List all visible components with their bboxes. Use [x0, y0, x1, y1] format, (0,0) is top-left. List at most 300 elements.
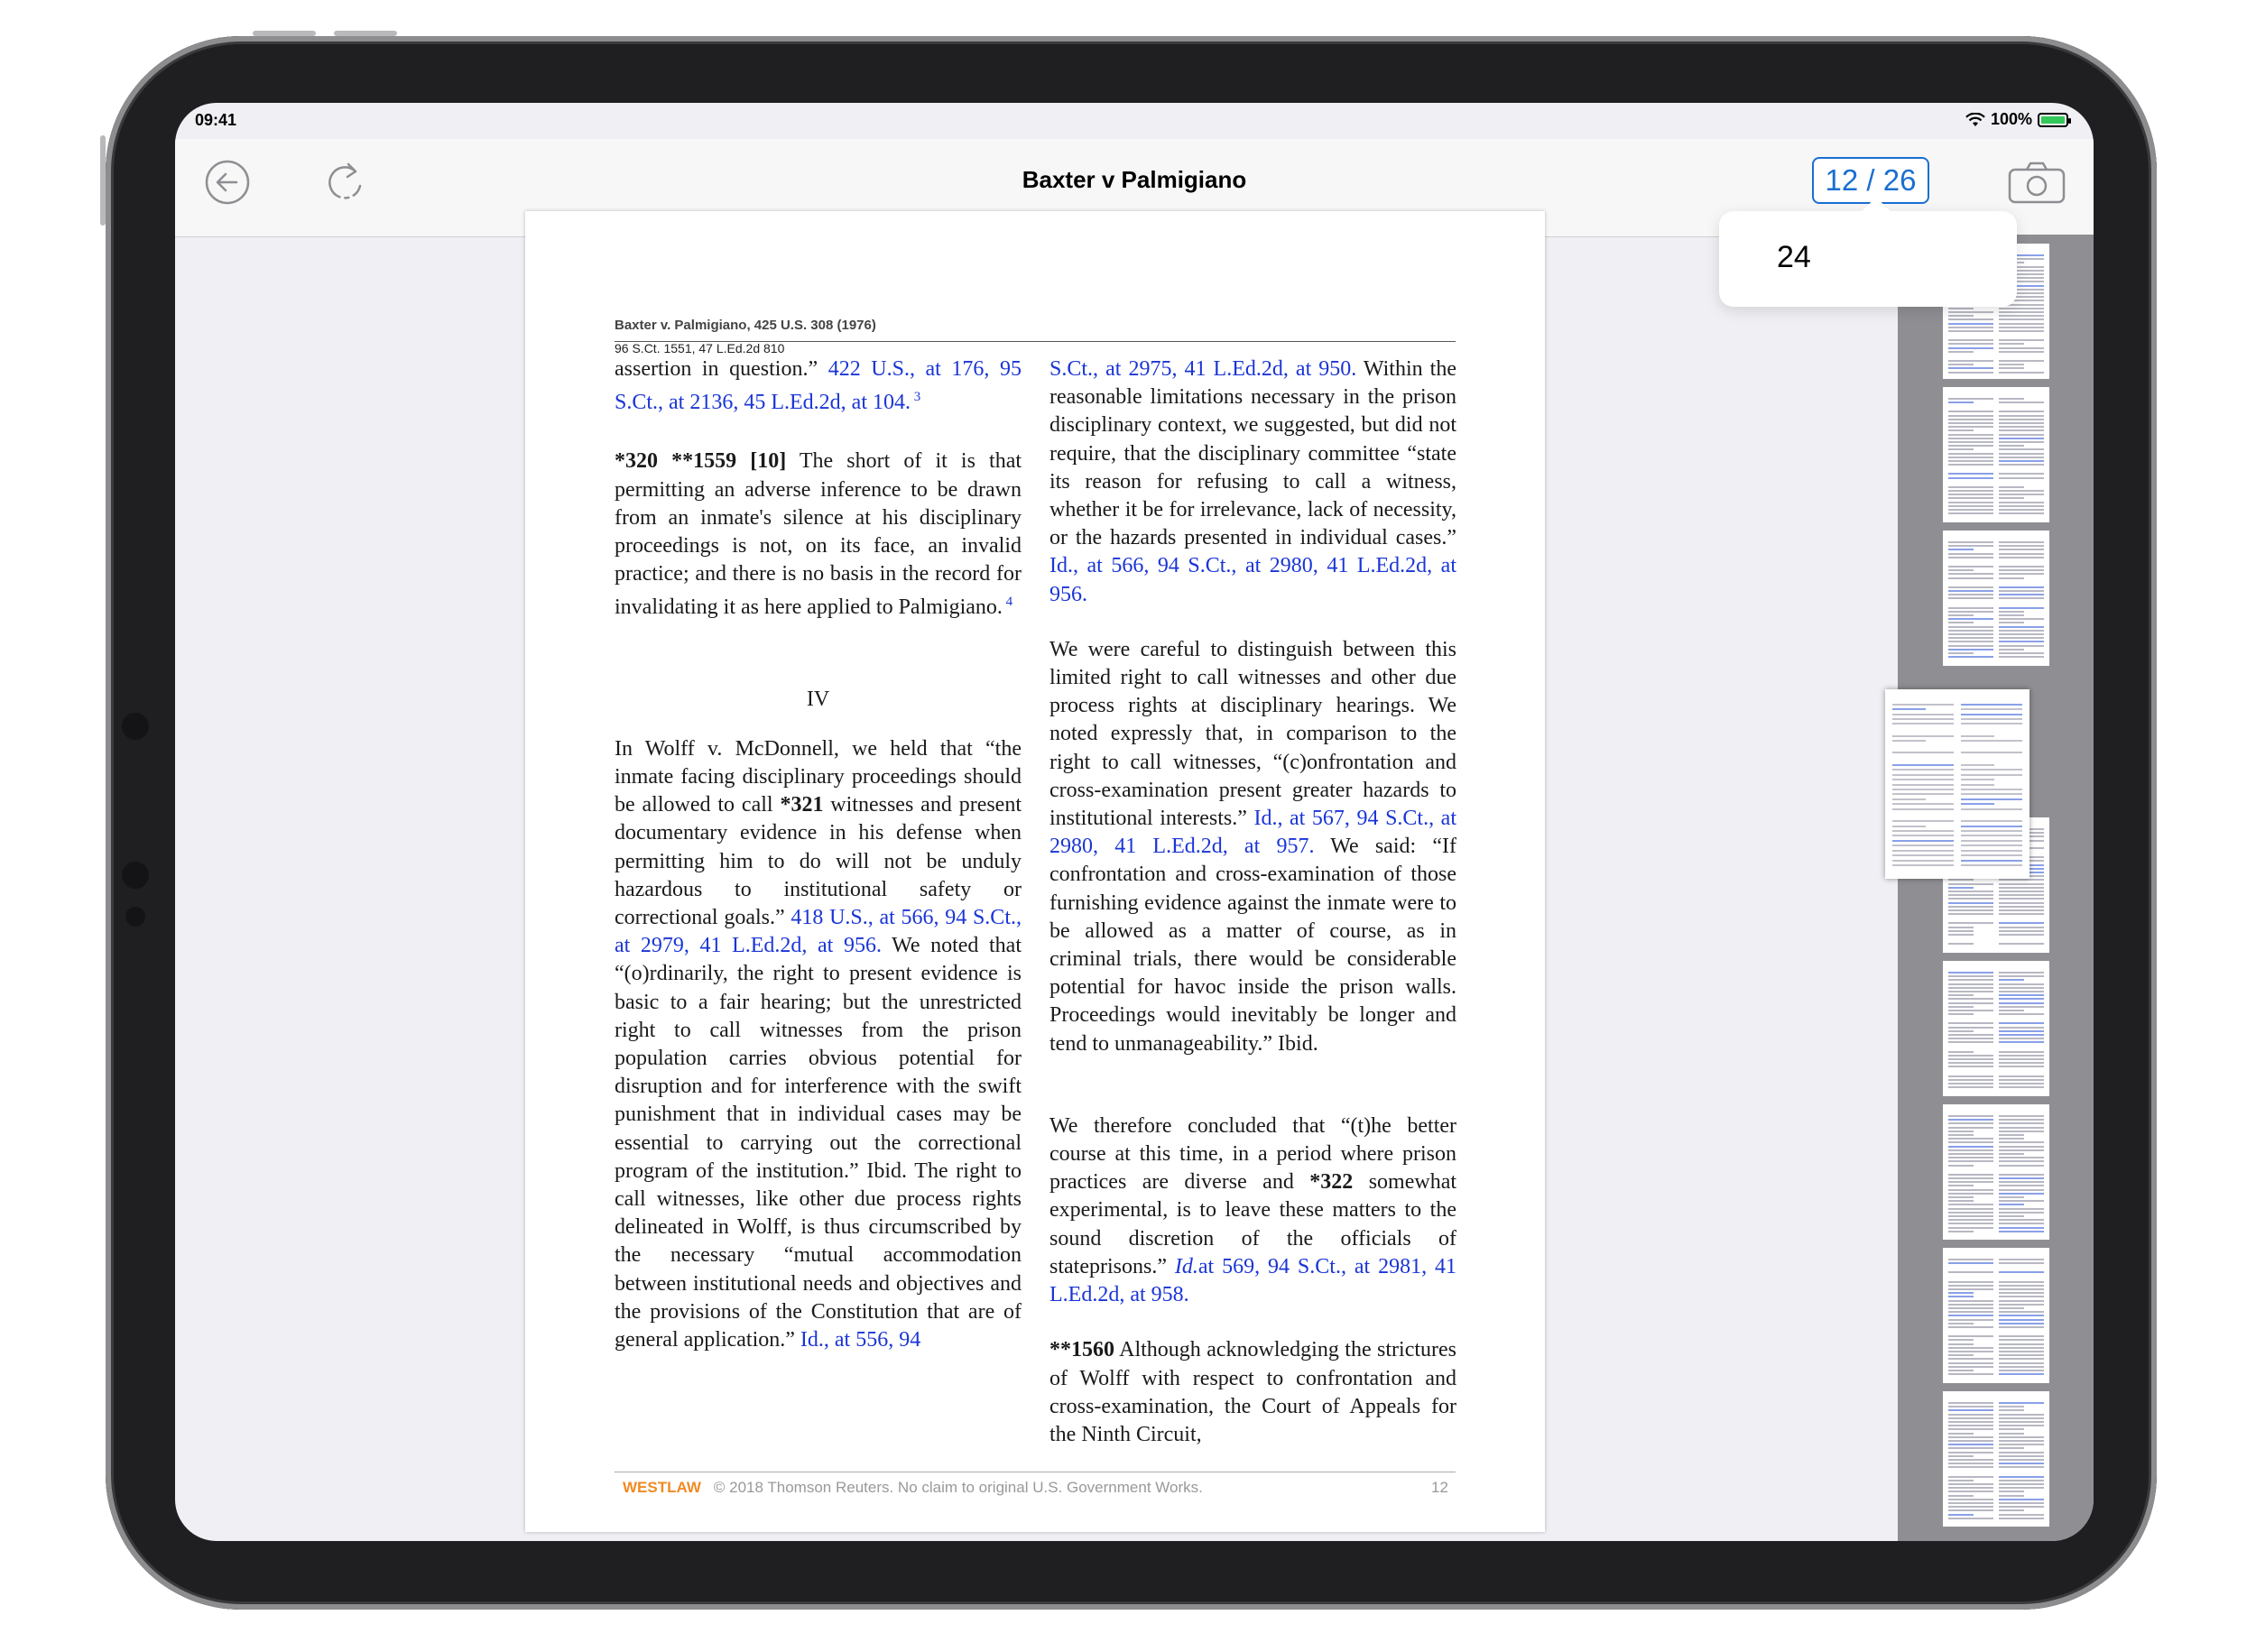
thumbnail-text-line: [1999, 1476, 2044, 1478]
thumbnail-text-line: [1948, 1518, 1993, 1519]
hardware-button-top: [334, 31, 397, 36]
thumbnail-text-line: [1999, 1455, 2044, 1457]
page-thumbnail[interactable]: [1943, 531, 2049, 666]
thumbnail-text-line: [1999, 1075, 2044, 1077]
thumbnail-text-line: [1999, 1086, 2044, 1088]
thumbnail-text-line: [1948, 597, 1993, 599]
camera-dot: [122, 713, 149, 740]
thumbnail-text-line: [1948, 1483, 1993, 1485]
citation-link[interactable]: at 569, 94 S.Ct., at 2981, 41 L.Ed.2d, at 958.: [1049, 1254, 1456, 1307]
thumbnail-text-line: [1999, 1509, 2024, 1511]
thumbnail-text-line: [1999, 1006, 2044, 1008]
citation-link[interactable]: 418 U.S., at 566, 94 S.Ct., at 2979, 41 L.Ed.2d, at 956.: [615, 906, 1022, 958]
thumbnail-text-line: [1999, 1436, 2044, 1438]
thumbnail-text-line: [1999, 1440, 2044, 1442]
text: Although acknowledging the strictures of Wolff with respect to confrontation and cross-examination, the Court of Appeals for the Ninth Circuit,: [1049, 1338, 1456, 1446]
thumbnail-text-line: [1948, 1311, 1993, 1313]
thumbnail-text-line: [1999, 1285, 2044, 1287]
thumbnail-text-line: [1999, 453, 2044, 455]
thumbnail-text-line: [1999, 553, 2044, 555]
thumbnail-text-line: [1948, 1115, 1993, 1117]
thumbnail-text-line: [1999, 1127, 2044, 1129]
thumbnail-text-line: [1948, 1339, 1974, 1341]
thumbnail-text-line: [1999, 913, 2044, 915]
thumbnail-text-line: [1999, 339, 2044, 341]
thumbnail-text-line: [1948, 1027, 1993, 1029]
thumbnail-text-line: [1948, 318, 1993, 320]
thumbnail-text-line: [1948, 1079, 1993, 1081]
thumbnail-text-line: [1948, 1335, 1993, 1337]
thumbnail-text-line: [1999, 1425, 2044, 1426]
camera-icon[interactable]: [2007, 159, 2066, 206]
paragraph: [1049, 355, 1456, 609]
thumbnail-text-line: [1948, 1428, 1993, 1430]
text: witnesses and present documentary evidence in his defense when permitting him to do will not be unduly hazardous to institutional safety or correctional goals.”: [615, 793, 1022, 930]
thumbnail-text-line: [1961, 704, 2022, 706]
thumbnail-text-line: [1999, 1444, 2044, 1445]
thumbnail-text-line: [1999, 401, 2044, 403]
thumbnail-text-line: [1892, 714, 1954, 715]
thumbnail-text-line: [1999, 1343, 2044, 1345]
thumbnail-text-line: [1948, 1138, 1993, 1140]
thumbnail-text-line: [1999, 1319, 2044, 1321]
thumbnail-text-line: [1948, 1075, 1993, 1077]
thumbnail-text-line: [1999, 1022, 2044, 1024]
thumbnail-text-line: [1948, 1406, 1993, 1407]
thumbnail-text-line: [1999, 1131, 2044, 1132]
document-page[interactable]: [525, 211, 1545, 1532]
thumbnail-text-line: [1999, 541, 2044, 543]
thumbnail-text-line: [1948, 426, 1993, 428]
thumbnail-text-line: [1892, 854, 1954, 856]
thumbnail-text-line: [1948, 891, 1993, 892]
thumbnail-text-line: [1948, 1215, 1993, 1217]
thumbnail-text-line: [1999, 1177, 2044, 1179]
right-column: [1049, 355, 1456, 1471]
thumbnail-text-line: [1948, 494, 1993, 495]
text: In Wolff v. McDonnell, we held that “the inmate facing disciplinary proceedings should be allowed to call: [615, 736, 1022, 817]
thumbnail-text-line: [1999, 1323, 2044, 1324]
page-thumbnail[interactable]: [1943, 1104, 2049, 1240]
hardware-button-side: [100, 135, 106, 226]
thumbnail-text-line: [1948, 1347, 1993, 1349]
thumbnail-text-line: [1961, 835, 2022, 836]
thumbnail-text-line: [1999, 1406, 2024, 1407]
thumbnail-text-line: [1948, 656, 1993, 658]
thumbnail-text-line: [1892, 820, 1954, 822]
thumbnail-text-line: [1999, 879, 2044, 881]
battery-icon: [2038, 113, 2068, 127]
thumbnail-text-line: [1999, 1079, 2044, 1081]
thumbnail-text-line: [1999, 327, 2044, 328]
page-thumbnail[interactable]: [1943, 961, 2049, 1096]
thumbnail-text-line: [1999, 1013, 2044, 1015]
thumbnail-text-line: [1948, 586, 1993, 588]
thumbnail-text-line: [1999, 622, 2024, 623]
thumbnail-text-line: [1999, 1066, 2044, 1067]
current-page-thumbnail[interactable]: [1885, 689, 2029, 879]
thumbnail-text-line: [1948, 360, 1993, 362]
thumbnail-text-line: [1948, 906, 1993, 908]
thumbnail-text-line: [1999, 1311, 2044, 1313]
thumbnail-text-line: [1999, 1215, 2024, 1217]
thumbnail-text-line: [1999, 594, 2044, 595]
thumbnail-text-line: [1999, 509, 2044, 511]
thumbnail-text-line: [1999, 1208, 2044, 1210]
thumbnail-text-line: [1999, 494, 2044, 495]
thumbnail-text-line: [1948, 1447, 1993, 1449]
thumbnail-text-line: [1948, 1315, 1993, 1316]
thumbnail-text-line: [1999, 1288, 2044, 1290]
thumbnail-text-line: [1948, 1146, 1993, 1148]
thumbnail-text-line: [1948, 445, 1993, 447]
thumbnail-text-line: [1948, 1292, 1974, 1294]
thumbnail-text-line: [1948, 477, 1993, 479]
thumbnail-text-line: [1999, 1149, 2044, 1151]
thumbnail-text-line: [1999, 1315, 2044, 1316]
thumbnail-text-line: [1948, 1495, 1974, 1497]
thumbnail-text-line: [1999, 1417, 2044, 1419]
thumbnail-text-line: [1961, 844, 2022, 846]
thumbnail-text-line: [1999, 490, 2044, 492]
thumbnail-text-line: [1999, 1300, 2044, 1302]
thumbnail-text-line: [1999, 1212, 2044, 1214]
thumbnail-text-line: [1948, 315, 1974, 317]
star-page: **1559: [671, 449, 737, 474]
thumbnail-text-line: [1999, 1281, 2044, 1283]
star-page: *320: [615, 449, 658, 474]
page-jump-popover[interactable]: [1719, 211, 2017, 307]
star-page: *321: [780, 793, 824, 817]
citation-link[interactable]: 422 U.S., at 176, 95 S.Ct., at 2136, 45 L.Ed.2d, at 104.: [615, 357, 1022, 415]
thumbnail-text-line: [1948, 641, 1993, 642]
thumbnail-text-line: [1948, 1127, 1993, 1129]
thumbnail-text-line: [1948, 448, 1974, 450]
thumbnail-text-line: [1948, 1153, 1993, 1155]
thumbnail-text-line: [1999, 372, 2044, 374]
paragraph: [615, 448, 1022, 622]
status-time: 09:41: [195, 111, 237, 129]
paragraph: [615, 735, 1022, 1354]
thumbnail-text-line: [1999, 415, 2044, 417]
thumbnail-text-line: [1999, 486, 2024, 488]
thumbnail-text-line: [1961, 740, 2022, 742]
thumbnail-text-line: [1948, 1514, 1974, 1516]
page-jump-value[interactable]: 24: [1777, 240, 1811, 274]
thumbnail-text-line: [1999, 902, 2044, 904]
thumbnail-text-line: [1948, 1271, 1993, 1273]
thumbnail-text-line: [1999, 1409, 2024, 1411]
thumbnail-text-line: [1948, 343, 1993, 345]
thumbnail-text-line: [1948, 566, 1993, 568]
thumbnail-text-line: [1948, 1165, 1974, 1167]
page-thumbnail[interactable]: [1943, 1248, 2049, 1383]
thumbnail-text-line: [1999, 586, 2044, 588]
thumbnail-text-line: [1999, 566, 2044, 568]
thumbnail-text-line: [1999, 1058, 2044, 1060]
thumbnail-text-line: [1999, 991, 2044, 992]
thumbnail-text-line: [1948, 473, 1993, 475]
thumbnail-text-line: [1999, 419, 2044, 420]
thumbnail-text-line: [1999, 590, 2044, 592]
thumbnail-text-line: [1948, 1466, 1993, 1468]
thumbnail-text-line: [1948, 594, 1993, 595]
camera-dot: [125, 907, 145, 927]
thumbnail-text-line: [1948, 902, 1993, 904]
footnote-link[interactable]: 3: [910, 390, 921, 405]
thumbnail-text-line: [1961, 784, 1995, 786]
thumbnail-text-line: [1948, 630, 1993, 632]
thumbnail-text-line: [1999, 1027, 2044, 1029]
thumbnail-text-line: [1999, 1165, 2044, 1167]
thumbnail-text-line: [1948, 486, 1993, 488]
thumbnail-text-line: [1892, 769, 1954, 771]
thumbnail-text-line: [1999, 1204, 2024, 1205]
thumbnail-text-line: [1999, 1193, 2044, 1195]
thumbnail-text-line: [1948, 1227, 1993, 1229]
thumbnail-text-line: [1948, 1421, 1993, 1423]
thumbnail-text-line: [1948, 1362, 1993, 1364]
status-right: [1965, 110, 2068, 129]
thumbnail-text-line: [1892, 708, 1927, 710]
thumbnail-text-line: [1999, 1153, 2024, 1155]
thumbnail-text-line: [1999, 972, 2044, 974]
thumbnail-text-line: [1948, 1463, 1993, 1464]
citation-link[interactable]: Id., at 566, 94 S.Ct., at 2980, 41 L.Ed.2d, at 956.: [1049, 554, 1456, 606]
thumbnail-text-line: [1948, 1358, 1993, 1360]
thumbnail-text-line: [1961, 854, 2022, 856]
thumbnail-text-line: [1999, 906, 2044, 908]
thumbnail-text-line: [1961, 840, 2022, 842]
thumbnail-text-line: [1948, 1013, 1974, 1015]
thumbnail-text-line: [1948, 339, 1993, 341]
thumbnail-text-line: [1948, 1409, 1993, 1411]
thumbnail-text-line: [1948, 1212, 1993, 1214]
thumbnail-text-line: [1948, 1307, 1993, 1309]
thumbnail-text-line: [1999, 1370, 2044, 1371]
thumbnail-text-line: [1948, 1141, 1993, 1143]
thumbnail-text-line: [1999, 1499, 2044, 1500]
thumbnail-text-line: [1948, 1373, 1993, 1375]
thumbnail-text-line: [1948, 1223, 1993, 1224]
thumbnail-text-line: [1948, 419, 1993, 420]
thumbnail-text-line: [1892, 860, 1954, 862]
thumbnail-text-line: [1948, 502, 1993, 503]
thumbnail-text-line: [1999, 1502, 2044, 1504]
thumbnail-text-line: [1999, 630, 2044, 632]
thumbnail-text-line: [1892, 850, 1954, 852]
thumbnail-text-line: [1948, 1343, 1974, 1345]
thumbnail-text-line: [1999, 1115, 2044, 1117]
thumbnail-text-line: [1948, 1204, 1993, 1205]
thumbnail-text-line: [1948, 330, 1993, 332]
thumbnail-text-line: [1948, 308, 1974, 309]
thumbnail-text-line: [1948, 351, 1974, 353]
thumbnail-text-line: [1948, 994, 1974, 996]
thumbnail-text-line: [1999, 943, 2044, 945]
footnote-link[interactable]: 4: [1002, 595, 1013, 610]
thumbnail-text-line: [1948, 422, 1993, 424]
thumbnail-text-line: [1999, 1122, 2044, 1124]
thumbnail-text-line: [1948, 1366, 1993, 1368]
thumbnail-text-line: [1961, 793, 2022, 795]
text: We noted that “(o)rdinarily, the right to present evidence is basic to a fair hearing; but the unrestricted right to call witnesses from the prison population carries obvious potential for disruption and for interference with the swift punishment that in individual cases may be essential to carrying out the correctional program of the institution.” Ibid. The right to call witnesses, like other due process rights delineated in Wolff, is thus circumscribed by the necessary “mutual accommodation between institutional needs and objectives and the provisions of the Constitution that are of general application.”: [615, 934, 1022, 1352]
thumbnail-text-line: [1999, 1447, 2024, 1449]
headnote-number[interactable]: [10]: [750, 449, 787, 474]
thumbnail-text-line: [1948, 1440, 1993, 1442]
battery-percent: 100%: [1990, 110, 2032, 128]
thumbnail-text-line: [1948, 991, 1993, 992]
thumbnail-text-line: [1999, 1354, 2044, 1356]
thumbnail-text-line: [1948, 1122, 1993, 1124]
star-page: **1560: [1049, 1338, 1114, 1362]
thumbnail-text-line: [1948, 347, 1993, 349]
thumbnail-text-line: [1999, 883, 2044, 885]
thumbnail-text-line: [1948, 1038, 1993, 1039]
thumbnail-text-line: [1999, 1373, 2044, 1375]
thumbnail-text-line: [1999, 887, 2044, 889]
thumbnail-text-line: [1999, 1119, 2044, 1121]
thumbnail-text-line: [1999, 448, 2044, 450]
thumbnail-text-line: [1948, 934, 1974, 936]
thumbnail-text-line: [1948, 398, 1993, 400]
thumbnail-text-line: [1999, 438, 2044, 439]
thumbnail-text-line: [1999, 573, 2044, 575]
thumbnail-text-line: [1999, 557, 2044, 558]
paragraph: [1049, 1336, 1456, 1449]
thumbnail-text-line: [1999, 367, 2024, 369]
thumbnail-text-line: [1948, 1131, 1974, 1132]
thumbnail-text-line: [1948, 1174, 1993, 1176]
thumbnail-text-line: [1999, 1055, 2044, 1057]
thumbnail-text-line: [1999, 1200, 2044, 1202]
thumbnail-text-line: [1999, 1160, 2044, 1162]
thumbnail-text-line: [1948, 1262, 1993, 1264]
thumbnail-text-line: [1961, 735, 1995, 737]
thumbnail-text-line: [1948, 927, 1974, 928]
thumbnail-text-line: [1892, 704, 1954, 706]
thumbnail-text-line: [1948, 898, 1993, 900]
thumbnail-text-line: [1999, 597, 2044, 599]
thumbnail-text-line: [1999, 577, 2024, 579]
thumbnail-text-line: [1948, 509, 1993, 511]
text: We were careful to distinguish between this limited right to call witnesses and other due process rights at disciplinary hearings. We noted expressly that, in comparison to the right to call witnesses, “(c)onfrontation and cross-examination present greater hazards to institutional interests.”: [1049, 637, 1456, 831]
thumbnail-text-line: [1999, 1463, 2044, 1464]
thumbnail-text-line: [1999, 1347, 2044, 1349]
text: Within the reasonable limitations necessary in the prison disciplinary context, we suggested, but did not require, that the disciplinary committee “state its reason for refusing to call a witness, whether it be for irrelevance, lack of necessity, or the hazards presented in individual cases.”: [1049, 357, 1456, 550]
thumbnail-text-line: [1948, 1499, 1993, 1500]
thumbnail-text-line: [1999, 1506, 2044, 1508]
status-bar: [175, 103, 2094, 139]
thumbnail-text-line: [1999, 1181, 2044, 1183]
star-page: *322: [1309, 1170, 1354, 1195]
thumbnail-text-line: [1948, 1055, 1993, 1057]
thumbnail-text-line: [1999, 1514, 2044, 1516]
citation-link[interactable]: Id., at 556, 94: [800, 1328, 921, 1352]
thumbnail-text-line: [1948, 649, 1993, 651]
thumbnail-text-line: [1961, 764, 1995, 766]
citation-link[interactable]: Id., at 567, 94 S.Ct., at 2980, 41 L.Ed.2d, at 957.: [1049, 807, 1456, 859]
thumbnail-text-line: [1999, 614, 2024, 616]
paragraph: [615, 355, 1022, 417]
thumbnail-text-line: [1948, 1030, 1974, 1032]
page-footer: [623, 1479, 1203, 1497]
thumbnail-text-line: [1948, 618, 1993, 620]
thumbnail-text-line: [1948, 930, 1974, 932]
thumbnail-text-line: [1999, 1428, 2024, 1430]
thumbnail-text-line: [1948, 622, 1974, 623]
thumbnail-text-line: [1999, 1466, 2044, 1468]
thumbnail-text-line: [1948, 1219, 1993, 1221]
page-thumbnail[interactable]: [1943, 1391, 2049, 1527]
thumbnail-text-line: [1999, 1146, 2044, 1148]
thumbnail-text-line: [1999, 434, 2044, 436]
thumbnail-text-line: [1948, 460, 1993, 462]
thumbnail-text-line: [1961, 826, 2022, 827]
thumbnail-text-line: [1961, 789, 2022, 790]
thumbnail-text-line: [1892, 826, 1927, 827]
thumbnail-text-line: [1948, 1281, 1993, 1283]
thumbnail-text-line: [1892, 844, 1954, 846]
thumbnail-text-line: [1961, 850, 2022, 852]
thumbnail-text-line: [1948, 453, 1993, 455]
thumbnail-text-line: [1892, 830, 1954, 832]
thumbnail-text-line: [1892, 864, 1954, 866]
page-thumbnail[interactable]: [1943, 387, 2049, 522]
thumbnail-text-line: [1999, 1362, 2044, 1364]
thumbnail-text-line: [1948, 1319, 1993, 1321]
thumbnail-text-line: [1999, 1480, 2044, 1481]
thumbnail-text-line: [1948, 411, 1993, 412]
thumbnail-text-line: [1999, 1495, 2024, 1497]
thumbnail-text-line: [1948, 922, 1993, 924]
thumbnail-text-line: [1948, 1208, 1993, 1210]
citation-link-id[interactable]: Id.: [1174, 1254, 1198, 1278]
thumbnail-text-line: [1999, 457, 2044, 458]
citation-link[interactable]: S.Ct., at 2975, 41 L.Ed.2d, at 950.: [1049, 357, 1357, 381]
thumbnail-text-line: [1948, 1149, 1993, 1151]
thumbnail-text-line: [1999, 1259, 2044, 1260]
thumbnail-text-line: [1999, 497, 2024, 499]
thumbnail-text-line: [1999, 464, 2044, 466]
thumbnail-text-line: [1999, 898, 2044, 900]
thumbnail-text-line: [1948, 1433, 1974, 1435]
thumbnail-text-line: [1999, 330, 2044, 332]
thumbnail-text-line: [1948, 311, 1993, 313]
thumbnail-text-line: [1961, 808, 2022, 810]
thumbnail-text-line: [1999, 545, 2044, 547]
thumbnail-text-line: [1892, 835, 1954, 836]
page-counter-button[interactable]: 12 / 26: [1812, 157, 1929, 204]
thumbnail-text-line: [1999, 502, 2044, 503]
thumbnail-text-line: [1948, 441, 1993, 443]
thumbnail-text-line: [1948, 1196, 1974, 1198]
thumbnail-text-line: [1948, 1414, 1993, 1416]
thumbnail-text-line: [1999, 512, 2044, 514]
text: assertion in question.”: [615, 357, 828, 381]
thumbnail-text-line: [1948, 1326, 1993, 1328]
thumbnail-text-line: [1948, 1502, 1993, 1504]
thumbnail-text-line: [1999, 1034, 2044, 1036]
thumbnail-text-line: [1999, 1518, 2044, 1519]
thumbnail-strip[interactable]: [1898, 235, 2094, 1541]
thumbnail-text-line: [1999, 1490, 2024, 1492]
thumbnail-text-line: [1948, 512, 1993, 514]
thumbnail-text-line: [1948, 637, 1993, 639]
thumbnail-text-line: [1999, 1138, 2024, 1140]
thumbnail-text-line: [1948, 645, 1993, 647]
thumbnail-text-line: [1892, 789, 1954, 790]
